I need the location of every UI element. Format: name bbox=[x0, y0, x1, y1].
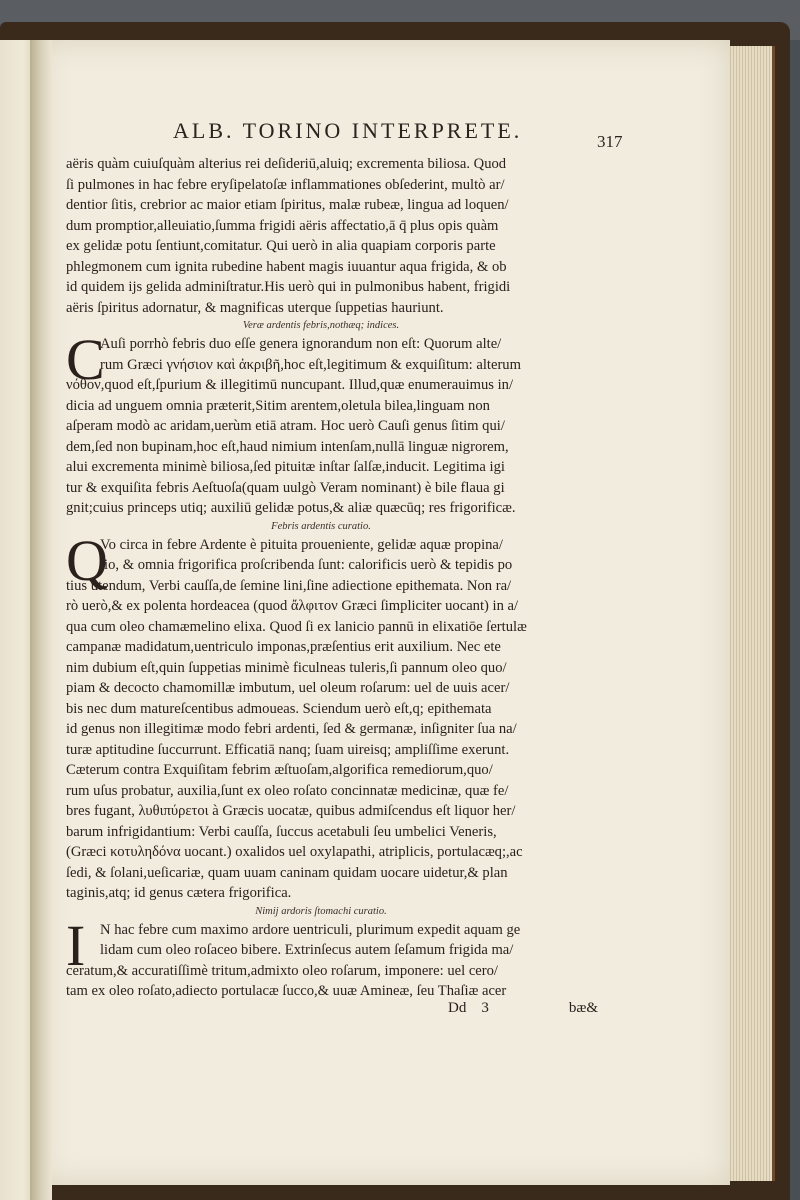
text-line: taginis,atq; id genus cætera frigorifica. bbox=[66, 885, 292, 901]
section-heading: Febris ardentis curatio. bbox=[271, 520, 371, 532]
page-stack-edges bbox=[728, 46, 775, 1181]
text-line: bis nec dum matureſcentibus admoueas. Sciendum uerò eſt,q; epithemata bbox=[66, 700, 492, 717]
text-line: qua cum oleo chamæmelino elixa. Quod ſi ex lanicio pannū in elixatiōe ſertulæ bbox=[66, 618, 527, 635]
text-line: dentior ſitis, crebrior ac maior etiam ſpiritus, malæ rubeæ, lingua ad loquen/ bbox=[66, 197, 509, 213]
text-line: tio, & omnia frigorifica proſcribenda ſunt: calorificis uerò & tepidis po bbox=[100, 557, 513, 573]
text-line: dum promptior,alleuiatio,ſumma frigidi aëris affectatio,ā q̄ plus opis quàm bbox=[66, 217, 499, 234]
text-line: campanæ madidatum,uentriculo imponas,præſentius erit auxilium. Nec ete bbox=[66, 639, 501, 655]
section-heading: Nimij ardoris ſtomachi curatio. bbox=[255, 905, 387, 917]
text-line: piam & decocto chamomillæ imbutum, uel oleum roſarum: uel de uuis acer/ bbox=[66, 680, 510, 696]
text-line: id quidem ijs gelida adminiſtratur.His uerò qui in pulmonibus habent, frigidi bbox=[66, 279, 511, 295]
text-line: id genus non illegitimæ modo febri ardenti, ſed & germanæ, inſigniter ſua na/ bbox=[66, 721, 517, 737]
book-gutter bbox=[30, 40, 52, 1200]
text-line: alui excrementa minimè biliosa,ſed pituitæ inſtar ſalſæ,inducit. Legitima igi bbox=[66, 459, 505, 475]
text-line: ex gelidæ potu ſentiunt,comitatur. Qui uerò in alia quapiam corporis parte bbox=[66, 238, 496, 254]
text-line: phlegmonem cum ignita rubedine habent magis iuuantur aqua frigida, & ob bbox=[66, 258, 507, 275]
text-line: tius utendum, Verbi cauſſa,de ſemine lini,ſine adiectione epithemata. Non ra/ bbox=[66, 577, 512, 594]
drop-cap: Q bbox=[66, 527, 108, 593]
text-line: tam ex oleo roſato,adiecto portulacæ ſucco,& uuæ Amineæ, ſeu Thaſiæ acer bbox=[66, 983, 507, 999]
page-footer bbox=[448, 1000, 598, 1017]
text-line: dem,ſed non bupinam,hoc eſt,haud nimium intenſam,nullā linguæ nigrorem, bbox=[66, 438, 509, 455]
text-line: nim dubium eſt,quin ſuppetias minimè ficulneas tuleris,ſi pannum oleo quo/ bbox=[66, 659, 507, 676]
text-line: aëris quàm cuiuſquàm alterius rei deſideriū,aluiq; excrementa biliosa. Quod bbox=[66, 156, 507, 172]
text-line: rò uerò,& ex polenta hordeacea (quod ἄλφιτον Græci ſimpliciter uocant) in a/ bbox=[66, 598, 519, 614]
paragraph-1 bbox=[66, 154, 576, 318]
main-text bbox=[66, 154, 576, 1002]
paragraph-3 bbox=[66, 527, 576, 904]
text-line: ſedi, & ſolani,ueſicariæ, quam uuam caninam quidam uocare uidetur,& plan bbox=[66, 864, 508, 881]
paragraph-4 bbox=[66, 912, 576, 1002]
page-number: 317 bbox=[597, 132, 623, 151]
text-line: Cæterum contra Exquiſitam febrim æſtuoſam,algorifica remediorum,quo/ bbox=[66, 762, 493, 778]
text-line: lidam cum oleo roſaceo bibere. Extrinſecus autem ſeſamum frigida ma/ bbox=[100, 942, 514, 958]
paragraph-2 bbox=[66, 327, 576, 519]
text-line: νόθον,quod eſt,ſpurium & illegitimū nuncupant. Illud,quæ enumerauimus in/ bbox=[66, 377, 514, 393]
text-line: aſperam modò ac aridam,uerùm etiā atram. Hoc uerò Cauſi genus ſitim qui/ bbox=[66, 418, 505, 434]
drop-cap: I bbox=[66, 912, 86, 978]
text-line: Vo circa in febre Ardente è pituita proueniente, gelidæ aquæ propina/ bbox=[100, 536, 503, 553]
text-line: N hac febre cum maximo ardore uentriculi, plurimum expedit aquam ge bbox=[100, 921, 521, 938]
text-line: rum uſus probatur, auxilia,ſunt ex oleo roſato concinnatæ medicinæ, quæ fe/ bbox=[66, 782, 509, 799]
text-line: (Græci κοτυληδόνα uocant.) oxalidos uel oxylapathi, atriplicis, portulacæq;,ac bbox=[66, 844, 523, 860]
text-line: barum infrigidantium: Verbi cauſſa, ſuccus acetabuli ſeu umbelici Veneris, bbox=[66, 823, 497, 840]
text-line: ſi pulmones in hac febre eryſipelatoſæ inflammationes obſederint, multò ar/ bbox=[66, 176, 505, 193]
signature-mark: Dd 3 bbox=[448, 1000, 489, 1016]
text-line: ceratum,& accuratiſſimè tritum,admixto oleo roſarum, imponere: uel cero/ bbox=[66, 962, 498, 979]
section-heading: Veræ ardentis febris,nothæq; indices. bbox=[242, 320, 400, 331]
text-line: gnit;cuius princeps utiq; auxiliū gelidæ potus,& aliæ quæcūq; res frigorificæ. bbox=[66, 500, 516, 516]
drop-cap: C bbox=[66, 327, 105, 392]
text-line: dicia ad unguem omnia præterit,Sitim arentem,oletula bilea,linguam non bbox=[66, 397, 490, 414]
text-line: turæ aptitudine ſuccurrunt. Efficatiā nanq; ſuam uireisq; ampliſſime exerunt. bbox=[66, 741, 510, 758]
catchword: bæ& bbox=[568, 1000, 598, 1016]
text-line: aëris ſpiritus adornatur, & magnificas uterque ſuppetias hauriunt. bbox=[66, 299, 444, 316]
text-line: Auſi porrhò febris duo eſſe genera ignorandum non eſt: Quorum alte/ bbox=[100, 336, 502, 352]
text-line: tur & exquiſita febris Aeſtuoſa(quam uulgò Veram nominant) è bile flaua gi bbox=[66, 479, 505, 496]
text-line: rum Græci γνήσιον καὶ ἀκριβῆ,hoc eſt,legitimum & exquiſitum: alterum bbox=[100, 356, 521, 373]
text-line: bres fugant, λυθιπύρετοι à Græcis uocatæ, quibus admiſcendus eſt liquor her/ bbox=[66, 803, 516, 819]
running-title: ALB. TORINO INTERPRETE. bbox=[173, 118, 523, 143]
